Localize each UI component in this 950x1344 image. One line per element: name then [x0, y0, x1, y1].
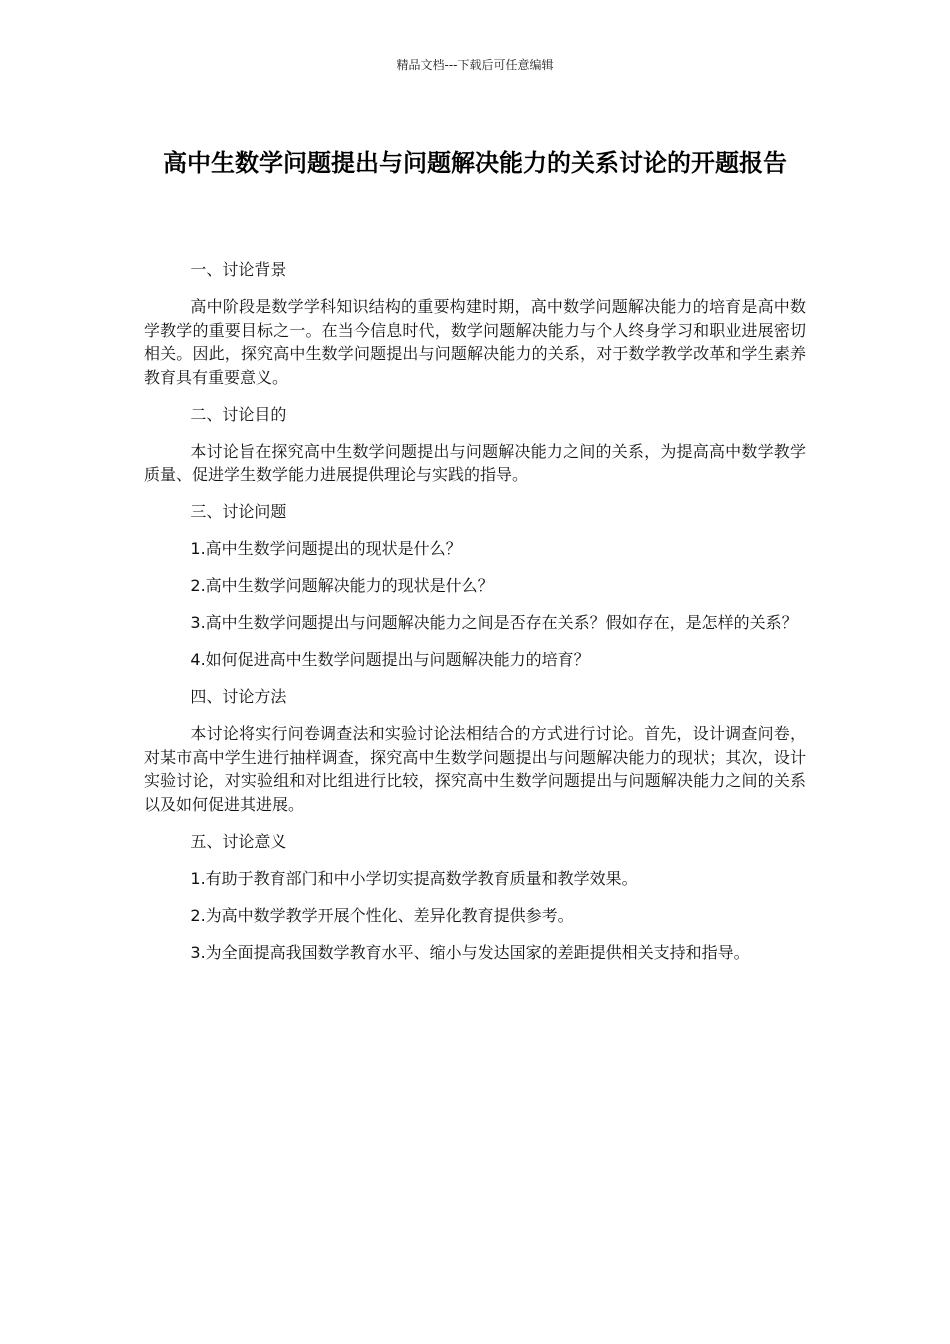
- section-heading-background: 一、讨论背景: [190, 260, 287, 279]
- section-heading-methods: 四、讨论方法: [190, 687, 287, 706]
- header-note: 精品文档---下载后可任意编辑: [396, 58, 554, 72]
- paragraph-methods: 本讨论将实行问卷调查法和实验讨论法相结合的方式进行讨论。首先，设计调查问卷，对某市高中学生进行抽样调查，探究高中生数学问题提出与问题解决能力的现状；其次，设计实验讨论，对实验组和对比组进行比较，探究高中生数学问题提出与问题解决能力之间的关系以及如何促进其进展。: [144, 724, 806, 814]
- significance-item-3: 3.为全面提高我国数学教育水平、缩小与发达国家的差距提供相关支持和指导。: [190, 942, 750, 962]
- document-title: 高中生数学问题提出与问题解决能力的关系讨论的开题报告: [163, 149, 787, 177]
- significance-item-2: 2.为高中数学教学开展个性化、差异化教育提供参考。: [190, 905, 574, 925]
- section-heading-questions: 三、讨论问题: [190, 502, 287, 521]
- significance-item-1: 1.有助于教育部门和中小学切实提高数学教育质量和教学效果。: [190, 868, 638, 888]
- paragraph-background: 高中阶段是数学学科知识结构的重要构建时期，高中数学问题解决能力的培育是高中数学教学的重要目标之一。在当今信息时代，数学问题解决能力与个人终身学习和职业进展密切相关。因此，探究高中生数学问题提出与问题解决能力的关系，对于数学教学改革和学生素养教育具有重要意义。: [144, 297, 806, 387]
- question-item-2: 2.高中生数学问题解决能力的现状是什么？: [190, 576, 494, 595]
- paragraph-purpose: 本讨论旨在探究高中生数学问题提出与问题解决能力之间的关系，为提高高中数学教学质量、促进学生数学能力进展提供理论与实践的指导。: [144, 441, 806, 484]
- question-item-3: 3.高中生数学问题提出与问题解决能力之间是否存在关系？假如存在，是怎样的关系？: [190, 613, 798, 632]
- question-item-1: 1.高中生数学问题提出的现状是什么？: [190, 539, 462, 558]
- section-heading-purpose: 二、讨论目的: [190, 404, 287, 424]
- section-heading-significance: 五、讨论意义: [190, 831, 287, 851]
- document-body: [144, 258, 806, 978]
- question-item-4: 4.如何促进高中生数学问题提出与问题解决能力的培育？: [190, 650, 590, 669]
